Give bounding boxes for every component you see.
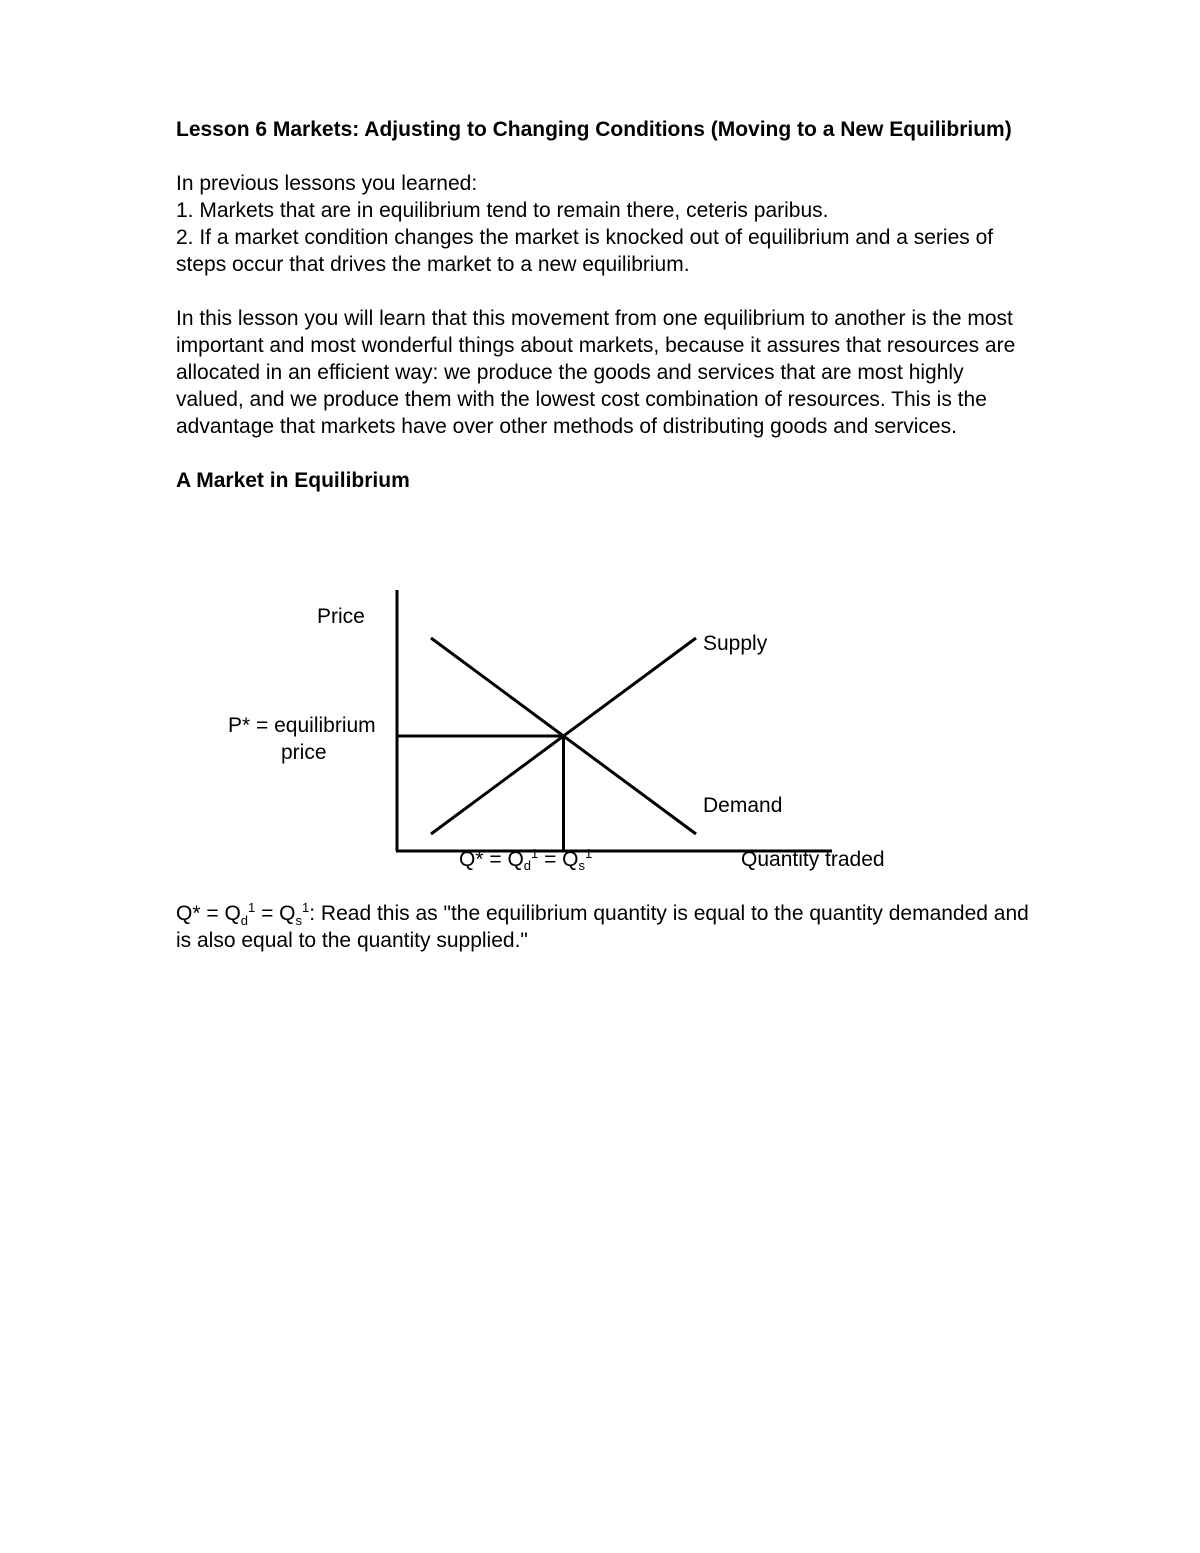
diagram-caption: $Q* = Q_d^1 = Q_s^1$: Read this as "the equilibrium quantity is equal to the quantity demanded and is also equal to the quantity supplied." bbox=[176, 900, 1029, 952]
intro-lead: In previous lessons you learned: bbox=[176, 172, 478, 195]
section-heading: A Market in Equilibrium bbox=[176, 469, 410, 492]
document-title: Lesson 6 Markets: Adjusting to Changing Conditions (Moving to a New Equilibrium) bbox=[176, 118, 1012, 141]
intro-point-2: 2. If a market condition changes the market is knocked out of equilibrium and a series of steps occur that drives the market to a new equilibrium. bbox=[176, 226, 994, 276]
demand-label: Demand bbox=[703, 794, 783, 817]
document-page bbox=[176, 116, 1036, 494]
supply-curve bbox=[431, 638, 696, 834]
equilibrium-quantity-label: $Q* = Qd^1 = Qs^1$ bbox=[459, 846, 593, 873]
price-label-line-2: price bbox=[281, 741, 327, 764]
intro-point-1: 1. Markets that are in equilibrium tend to remain there, ceteris paribus. bbox=[176, 199, 829, 222]
demand-curve bbox=[431, 638, 696, 834]
body-paragraph: In this lesson you will learn that this movement from one equilibrium to another is the most important and most wonderful things about markets, because it assures that resources are allocated in an efficient way: we produce the goods and services that are most highly valued, and we produce them with the lowest cost combination of resources. This is the advantage that markets have over other methods of distributing goods and services. bbox=[176, 307, 1016, 438]
price-label-line-1: P* = equilibrium bbox=[228, 714, 376, 737]
supply-label: Supply bbox=[703, 632, 768, 655]
y-axis-label: Price bbox=[317, 605, 365, 628]
x-axis-label: Quantity traded bbox=[741, 848, 885, 871]
